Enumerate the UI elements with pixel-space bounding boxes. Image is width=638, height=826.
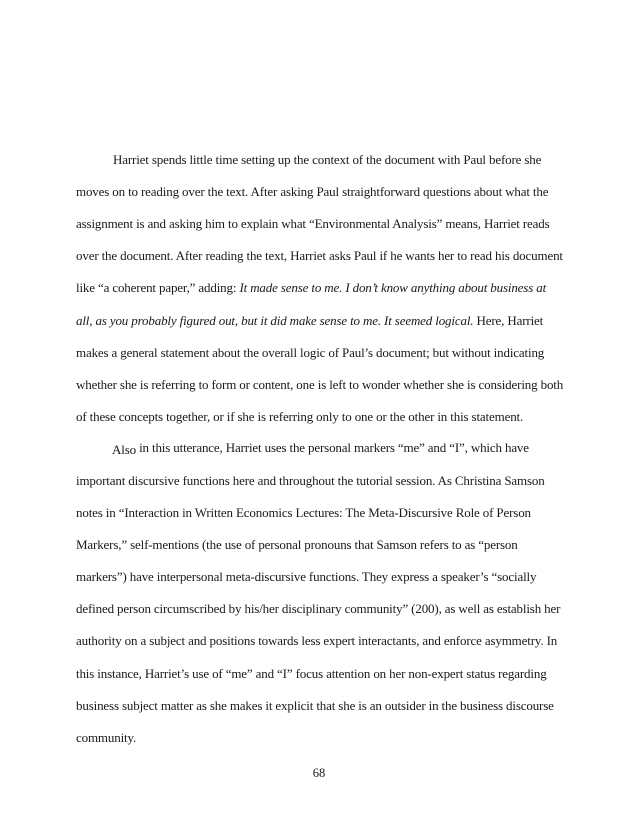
paragraph-1-line-6-italic-quote: all, as you probably figured out, but it did make sense to me. It seemed logical. [76, 313, 474, 328]
paragraph-1-line-4: over the document. After reading the text, Harriet asks Paul if he wants her to read his document [76, 248, 563, 263]
paragraph-1-line-6 [76, 313, 543, 329]
paragraph-1-line-3: assignment is and asking him to explain what “Environmental Analysis” means, Harriet reads [76, 216, 550, 231]
paragraph-2-first-word: Also [112, 442, 136, 457]
paragraph-1-line-8: whether she is referring to form or content, one is left to wonder whether she is considering both [76, 377, 564, 392]
paragraph-1-line-7: makes a general statement about the overall logic of Paul’s document; but without indicating [76, 345, 545, 360]
paragraph-1-line-9: of these concepts together, or if she is referring only to one or the other in this statement. [76, 409, 524, 424]
paragraph-1-line-2: moves on to reading over the text. After asking Paul straightforward questions about what the [76, 184, 549, 199]
paragraph-2-line-5: markers”) have interpersonal meta-discursive functions. They express a speaker’s “socially [76, 569, 537, 584]
paragraph-2-line-2: important discursive functions here and throughout the tutorial session. As Christina Samson [76, 473, 545, 488]
paragraph-2-line-9: business subject matter as she makes it explicit that she is an outsider in the business discourse [76, 698, 554, 713]
paragraph-1-line-5 [76, 280, 546, 296]
paragraph-1-line-5-plain: like “a coherent paper,” adding: [76, 280, 240, 295]
paragraph-2-line-4: Markers,” self-mentions (the use of personal pronouns that Samson refers to as “person [76, 537, 518, 552]
paragraph-1-line-1: Harriet spends little time setting up the context of the document with Paul before she [113, 152, 542, 167]
paragraph-2-line-3: notes in “Interaction in Written Economics Lectures: The Meta-Discursive Role of Person [76, 505, 531, 520]
paragraph-2-line-10: community. [76, 730, 137, 745]
paragraph-2-line-8: this instance, Harriet’s use of “me” and “I” focus attention on her non-expert status regarding [76, 666, 547, 681]
page-number: 68 [312, 766, 326, 780]
paragraph-2-line-1 [112, 440, 529, 456]
paragraph-2-line-6: defined person circumscribed by his/her disciplinary community” (200), as well as establish her [76, 601, 561, 616]
paragraph-2-line-1-rest: in this utterance, Harriet uses the personal markers “me” and “I”, which have [135, 440, 529, 455]
paragraph-2-line-7: authority on a subject and positions towards less expert interactants, and enforce asymmetry. In [76, 633, 558, 648]
paragraph-1-line-5-italic-quote: It made sense to me. I don’t know anything about business at [239, 280, 547, 295]
paragraph-1-line-6-plain: Here, Harriet [473, 313, 544, 328]
